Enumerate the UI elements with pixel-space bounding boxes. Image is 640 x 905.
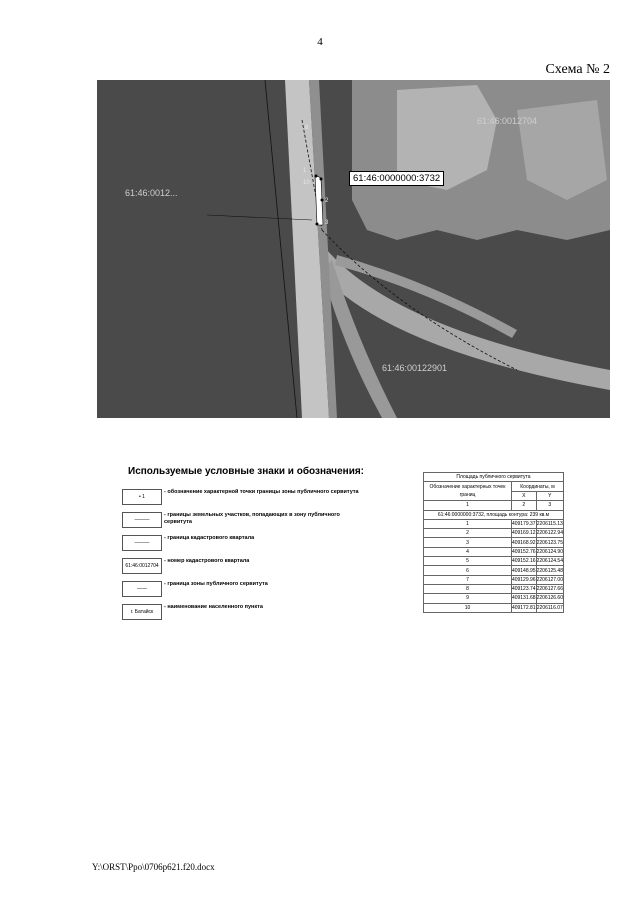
legend-text: - граница зоны публичного сервитута xyxy=(164,581,268,587)
quarter-label-ne: 61:46:0012704 xyxy=(477,116,538,126)
point-number-cell: 1 xyxy=(424,519,512,528)
page-number: 4 xyxy=(317,36,323,48)
legend-item xyxy=(120,579,380,600)
point-number-cell: 2 xyxy=(424,529,512,538)
y-coordinate-cell: 2206123.75 xyxy=(536,539,563,546)
point-number: 1 xyxy=(303,168,307,174)
legend-text: - обозначение характерной точки границы зоны публичного сервитута xyxy=(164,489,359,495)
table-header-x: X xyxy=(511,491,536,501)
y-coordinate-cell: 2206127.66 xyxy=(536,586,563,593)
legend-item xyxy=(120,533,380,554)
table-row xyxy=(424,519,564,528)
map-graphic xyxy=(97,80,610,418)
point-number-cell: 3 xyxy=(424,538,512,547)
point-number-cell: 6 xyxy=(424,566,512,575)
legend-item xyxy=(120,487,380,508)
table-row xyxy=(424,584,564,593)
table-col-num: 2 xyxy=(511,501,536,510)
table-row xyxy=(424,547,564,556)
y-coordinate-cell: 2206125.48 xyxy=(536,567,563,574)
table-header-y: Y xyxy=(536,491,563,501)
table-title: Площадь публичного сервитута xyxy=(424,473,564,482)
point-number: 10 xyxy=(303,180,310,186)
y-coordinate-cell: 2206124.90 xyxy=(536,548,563,555)
legend-symbol: —— xyxy=(122,581,162,597)
quarter-label-se: 61:46:00122901 xyxy=(382,363,448,373)
point-number-cell: 9 xyxy=(424,594,512,603)
table-row xyxy=(424,603,564,612)
x-coordinate-cell: 409129.96 xyxy=(511,576,536,583)
point-number: 3 xyxy=(325,220,329,226)
table-row xyxy=(424,557,564,566)
scheme-title: Схема № 2 xyxy=(545,62,610,77)
table-row xyxy=(424,575,564,584)
x-coordinate-cell: 409168.92 xyxy=(511,539,536,546)
legend-symbol: • 1 xyxy=(122,489,162,505)
legend-text: - номер кадастрового квартала xyxy=(164,558,250,564)
y-coordinate-cell: 2206124.54 xyxy=(536,558,563,565)
point-number-cell: 5 xyxy=(424,557,512,566)
y-coordinate-cell: 2206116.07 xyxy=(536,604,563,611)
point-number-cell: 7 xyxy=(424,575,512,584)
x-coordinate-cell: 409179.37 xyxy=(511,521,536,528)
servitude-callout: 61:46:0000000:3732 xyxy=(349,171,444,186)
table-col-num: 3 xyxy=(536,501,563,510)
table-col-num: 1 xyxy=(424,501,512,510)
point-number-cell: 10 xyxy=(424,603,512,612)
point-number-cell: 8 xyxy=(424,584,512,593)
table-header-point: Обозначение характерных точек границ xyxy=(424,482,512,501)
coordinates-table xyxy=(423,472,564,613)
legend-text: - наименование населенного пункта xyxy=(164,604,263,610)
table-area-row: 61:46:0000000:3732, площадь контура: 239 кв.м xyxy=(424,510,564,519)
legend-title: Используемые условные знаки и обозначения: xyxy=(128,466,365,477)
legend-text: - граница кадастрового квартала xyxy=(164,535,255,541)
point-number: 6 xyxy=(305,125,309,131)
legend-symbol: ——— xyxy=(122,512,162,528)
y-coordinate-cell: 2206115.13 xyxy=(536,521,563,528)
table-row xyxy=(424,538,564,547)
point-number-cell: 4 xyxy=(424,547,512,556)
y-coordinate-cell: 2206126.60 xyxy=(536,595,563,602)
legend-item xyxy=(120,510,380,531)
x-coordinate-cell: 409172.81 xyxy=(511,604,536,611)
legend-symbol: ——— xyxy=(122,535,162,551)
cadastral-map xyxy=(97,80,610,418)
y-coordinate-cell: 2206127.00 xyxy=(536,576,563,583)
table-header-coords: Координаты, м xyxy=(511,482,563,492)
y-coordinate-cell: 2206122.94 xyxy=(536,530,563,537)
table-row xyxy=(424,566,564,575)
legend xyxy=(120,466,380,625)
x-coordinate-cell: 409152.16 xyxy=(511,558,536,565)
file-path-footer: Y:\ORST\Ppo\0706p621.f20.docx xyxy=(92,862,215,872)
table-row xyxy=(424,529,564,538)
legend-item xyxy=(120,556,380,577)
x-coordinate-cell: 409169.12 xyxy=(511,530,536,537)
legend-symbol: г. Батайск xyxy=(122,604,162,620)
x-coordinate-cell: 409131.68 xyxy=(511,595,536,602)
table-row xyxy=(424,594,564,603)
x-coordinate-cell: 409123.74 xyxy=(511,586,536,593)
legend-symbol: 61:46:0012704 xyxy=(122,558,162,574)
point-number: 2 xyxy=(325,198,329,204)
legend-item xyxy=(120,602,380,623)
x-coordinate-cell: 409152.76 xyxy=(511,548,536,555)
legend-text: - границы земельных участков, попадающих в зону публичного сервитута xyxy=(164,512,340,525)
quarter-label-w: 61:46:0012... xyxy=(125,188,178,198)
x-coordinate-cell: 409148.95 xyxy=(511,567,536,574)
